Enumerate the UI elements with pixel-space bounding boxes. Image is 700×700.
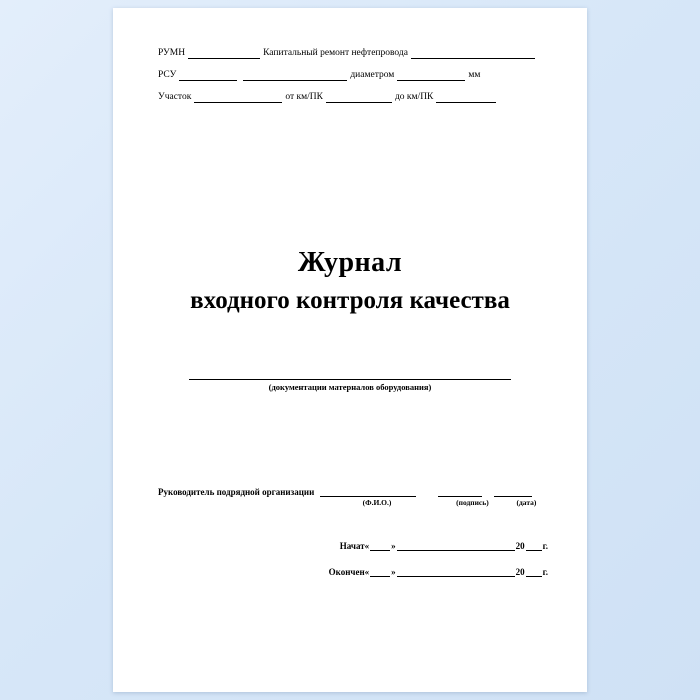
title-line-2: входного контроля качества: [190, 287, 510, 314]
year-prefix-finished: 20: [515, 567, 525, 577]
subtitle-fill-line[interactable]: [189, 378, 511, 380]
date-row-finished: [158, 567, 548, 577]
header-row-rumn: [158, 48, 543, 59]
signature-captions: [158, 498, 548, 507]
date-row-started: [158, 541, 548, 551]
year-prefix-started: 20: [515, 541, 525, 551]
field-rumn[interactable]: [188, 48, 260, 59]
header-row-section: [158, 92, 543, 103]
label-finished: Окончен: [328, 567, 365, 577]
header-fields: [158, 48, 543, 114]
field-finished-month[interactable]: [397, 567, 515, 577]
field-pipeline[interactable]: [411, 48, 535, 59]
label-rsu: РСУ: [158, 70, 177, 80]
label-rumn: РУМН: [158, 48, 186, 58]
quote-close-started: »: [391, 541, 396, 551]
field-diameter[interactable]: [397, 70, 465, 81]
caption-date: (дата): [516, 498, 537, 507]
label-diameter-unit: мм: [468, 70, 481, 80]
field-rsu-extra[interactable]: [243, 70, 347, 81]
quote-close-finished: »: [391, 567, 396, 577]
dates-block: [158, 541, 548, 593]
subtitle-block: [189, 378, 511, 392]
field-finished-day[interactable]: [370, 567, 390, 577]
document-title: [113, 246, 587, 318]
header-row-rsu: [158, 70, 543, 81]
field-started-month[interactable]: [397, 541, 515, 551]
field-fio[interactable]: [320, 486, 416, 497]
caption-signature: (подпись): [456, 498, 489, 507]
label-to-km: до км/ПК: [394, 92, 434, 102]
signature-row: [158, 486, 548, 497]
year-suffix-finished: г.: [542, 567, 548, 577]
title-line-1: Журнал: [297, 247, 403, 278]
caption-fio: (Ф.И.О.): [362, 498, 392, 507]
label-started: Начат: [339, 541, 365, 551]
quote-open-started: «: [364, 541, 370, 551]
signature-block: [158, 486, 548, 507]
document-page: [113, 8, 587, 692]
field-started-year[interactable]: [526, 541, 542, 551]
field-date[interactable]: [494, 486, 532, 497]
field-from-km[interactable]: [326, 92, 392, 103]
field-finished-year[interactable]: [526, 567, 542, 577]
field-signature[interactable]: [438, 486, 482, 497]
label-section: Участок: [158, 92, 192, 102]
document-page-content: [113, 8, 587, 692]
subtitle-caption: (документации матерналов оборудования): [268, 382, 432, 392]
label-capital-repair: Капитальный ремонт нефтепровода: [263, 48, 408, 58]
field-rsu[interactable]: [179, 70, 237, 81]
label-diameter: диаметром: [350, 70, 395, 80]
field-to-km[interactable]: [436, 92, 496, 103]
field-section[interactable]: [194, 92, 282, 103]
label-contractor-head: Руководитель подрядной организации: [158, 487, 315, 497]
field-started-day[interactable]: [370, 541, 390, 551]
year-suffix-started: г.: [542, 541, 548, 551]
label-from-km: от км/ПК: [285, 92, 323, 102]
quote-open-finished: «: [364, 567, 370, 577]
